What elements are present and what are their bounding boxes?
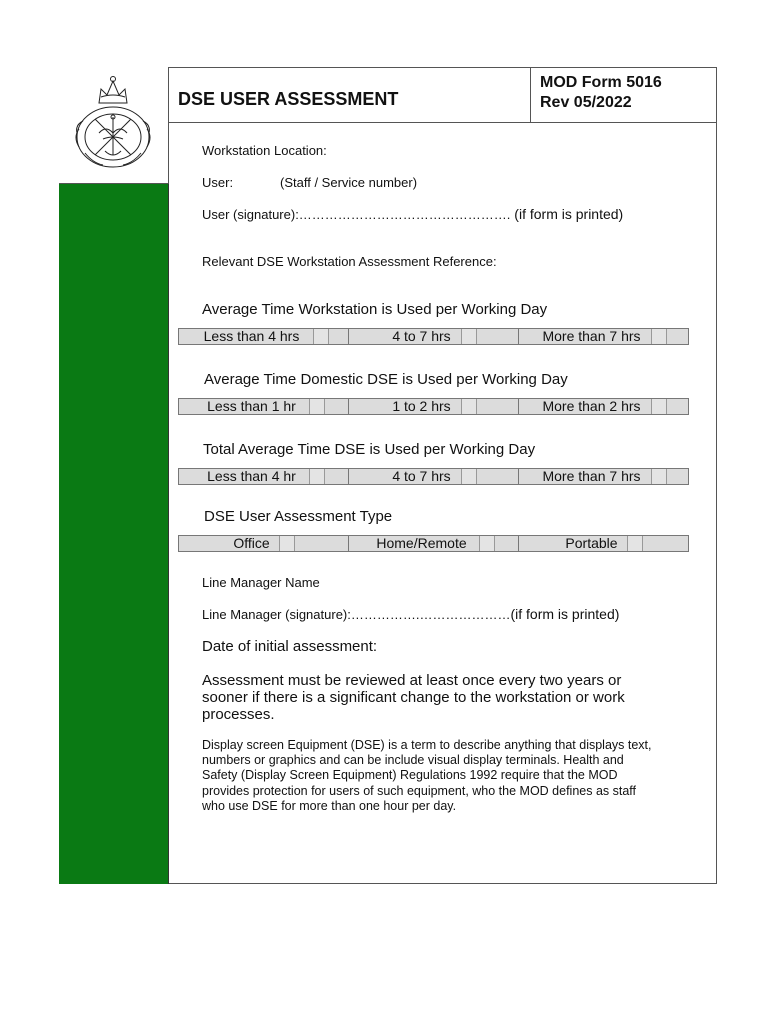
question-title: DSE User Assessment Type — [204, 508, 393, 525]
form-number-cell — [530, 67, 717, 123]
option-strip — [178, 398, 689, 415]
side-green-bar — [59, 184, 169, 884]
dse-definition-note: Display screen Equipment (DSE) is a term to describe anything that displays text, numbers or graphics and can be include visual display terminals. Health and Safety (Display Screen Equipment) Regulations 1992 require that the MOD provides protection for users of such equipment, who the MOD defines as staff who use DSE for more than one hour per day. — [202, 738, 652, 813]
option-cell[interactable] — [349, 329, 519, 344]
option-label: 4 to 7 hrs — [392, 468, 451, 484]
review-note: Assessment must be reviewed at least once every two years or sooner if there is a significant change to the workstation or work processes. — [202, 672, 625, 723]
option-label: Less than 4 hr — [207, 468, 296, 484]
option-label: More than 7 hrs — [542, 328, 641, 344]
option-checkbox[interactable] — [627, 536, 643, 551]
option-label: 4 to 7 hrs — [392, 328, 451, 344]
option-cell[interactable] — [349, 536, 519, 551]
option-label: Office — [233, 535, 270, 551]
option-checkbox[interactable] — [651, 399, 667, 414]
option-cell[interactable] — [349, 469, 519, 484]
form-title-cell — [169, 67, 531, 123]
option-label: Less than 1 hr — [207, 398, 296, 414]
option-cell[interactable] — [519, 536, 688, 551]
form-title: DSE USER ASSESSMENT — [178, 89, 399, 109]
option-cell[interactable] — [349, 399, 519, 414]
option-strip — [178, 468, 689, 485]
option-checkbox[interactable] — [479, 536, 495, 551]
option-label: Home/Remote — [376, 535, 467, 551]
option-label: More than 2 hrs — [542, 398, 641, 414]
option-cell[interactable] — [519, 469, 688, 484]
option-checkbox[interactable] — [461, 399, 477, 414]
option-checkbox[interactable] — [461, 469, 477, 484]
option-cell[interactable] — [179, 536, 349, 551]
option-checkbox[interactable] — [309, 399, 325, 414]
option-checkbox[interactable] — [313, 329, 329, 344]
line-manager-name-label[interactable]: Line Manager Name — [202, 575, 320, 590]
user-signature-line[interactable] — [202, 206, 623, 222]
user-hint: (Staff / Service number) — [280, 175, 418, 190]
line-manager-signature-line[interactable] — [202, 606, 619, 622]
mod-crest-icon — [59, 67, 167, 182]
option-label: Less than 4 hrs — [203, 328, 300, 344]
workstation-location-label[interactable]: Workstation Location: — [202, 143, 327, 158]
line-manager-signature-note: (if form is printed) — [510, 606, 620, 622]
option-cell[interactable] — [179, 329, 349, 344]
user-signature-label: User (signature):…………………………………………. — [202, 207, 511, 222]
assessment-reference-label[interactable]: Relevant DSE Workstation Assessment Reference: — [202, 254, 497, 269]
option-label: More than 7 hrs — [542, 468, 641, 484]
user-signature-note: (if form is printed) — [510, 206, 624, 222]
option-checkbox[interactable] — [461, 329, 477, 344]
question-title: Average Time Workstation is Used per Working Day — [202, 301, 548, 318]
line-manager-signature-label: Line Manager (signature):…………….………………… — [202, 607, 511, 622]
form-revision: Rev 05/2022 — [540, 94, 632, 111]
option-checkbox[interactable] — [651, 469, 667, 484]
option-cell[interactable] — [179, 469, 349, 484]
option-cell[interactable] — [519, 399, 688, 414]
option-cell[interactable] — [519, 329, 688, 344]
option-label: 1 to 2 hrs — [392, 398, 451, 414]
user-label[interactable]: User: — [202, 175, 234, 190]
option-checkbox[interactable] — [651, 329, 667, 344]
option-label: Portable — [565, 535, 618, 551]
initial-assessment-date-label[interactable]: Date of initial assessment: — [202, 638, 378, 655]
logo-cell — [59, 67, 169, 184]
form-number: MOD Form 5016 — [540, 74, 662, 91]
question-title: Total Average Time DSE is Used per Working Day — [203, 441, 536, 458]
option-strip — [178, 328, 689, 345]
option-checkbox[interactable] — [309, 469, 325, 484]
option-cell[interactable] — [179, 399, 349, 414]
option-checkbox[interactable] — [279, 536, 295, 551]
option-strip — [178, 535, 689, 552]
question-title: Average Time Domestic DSE is Used per Working Day — [204, 371, 568, 388]
